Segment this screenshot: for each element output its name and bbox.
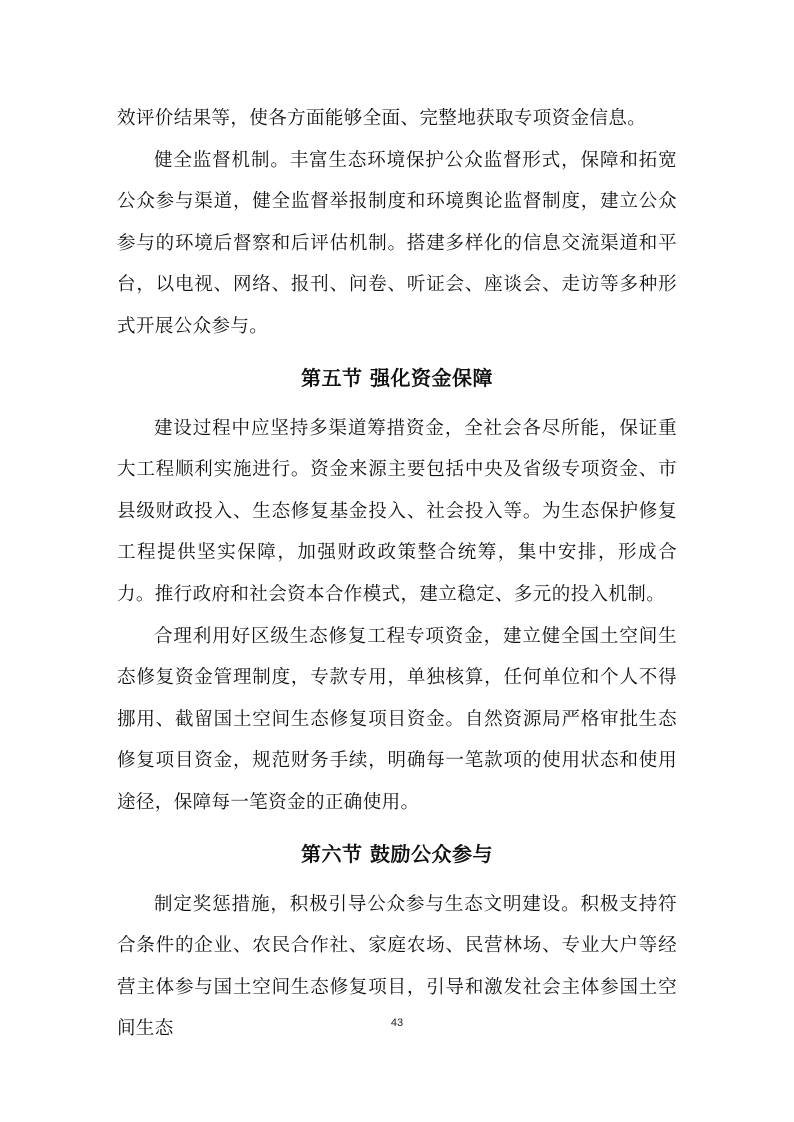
paragraph-continued: 效评价结果等，使各方面能够全面、完整地获取专项资金信息。 (117, 108, 647, 129)
paragraph-public-participation: 制定奖惩措施，积极引导公众参与生态文明建设。积极支持符合条件的企业、农民合作社、家庭农场、民营林场、专业大户等经营主体参与国土空间生态修复项目，引导和激发社会主体参国土空间生态 (117, 893, 677, 1040)
section-heading-funding: 第五节 强化资金保障 (301, 365, 493, 390)
paragraph-funding-management: 合理利用好区级生态修复工程专项资金，建立健全国土空间生态修复资金管理制度，专款专用，单独核算，任何单位和个人不得挪用、截留国土空间生态修复项目资金。自然资源局严格审批生态修复项目资金，规范财务手续，明确每一笔款项的使用状态和使用途径，保障每一笔资金的正确使用。 (117, 625, 677, 813)
paragraph-funding-sources: 建设过程中应坚持多渠道筹措资金，全社会各尽所能，保证重大工程顺利实施进行。资金来源主要包括中央及省级专项资金、市县级财政投入、生态修复基金投入、社会投入等。为生态保护修复工程提供坚实保障，加强财政政策整合统筹，集中安排，形成合力。推行政府和社会资本合作模式，建立稳定、多元的投入机制。 (117, 417, 677, 605)
page-body (117, 98, 677, 1050)
section-heading-public-participation: 第六节 鼓励公众参与 (301, 841, 493, 866)
paragraph-supervision: 健全监督机制。丰富生态环境保护公众监督形式，保障和拓宽公众参与渠道，健全监督举报制度和环境舆论监督制度，建立公众参与的环境后督察和后评估机制。搭建多样化的信息交流渠道和平台，以电视、网络、报刊、问卷、听证会、座谈会、走访等多种形式开展公众参与。 (117, 149, 677, 337)
page-number: 43 (390, 1017, 404, 1029)
